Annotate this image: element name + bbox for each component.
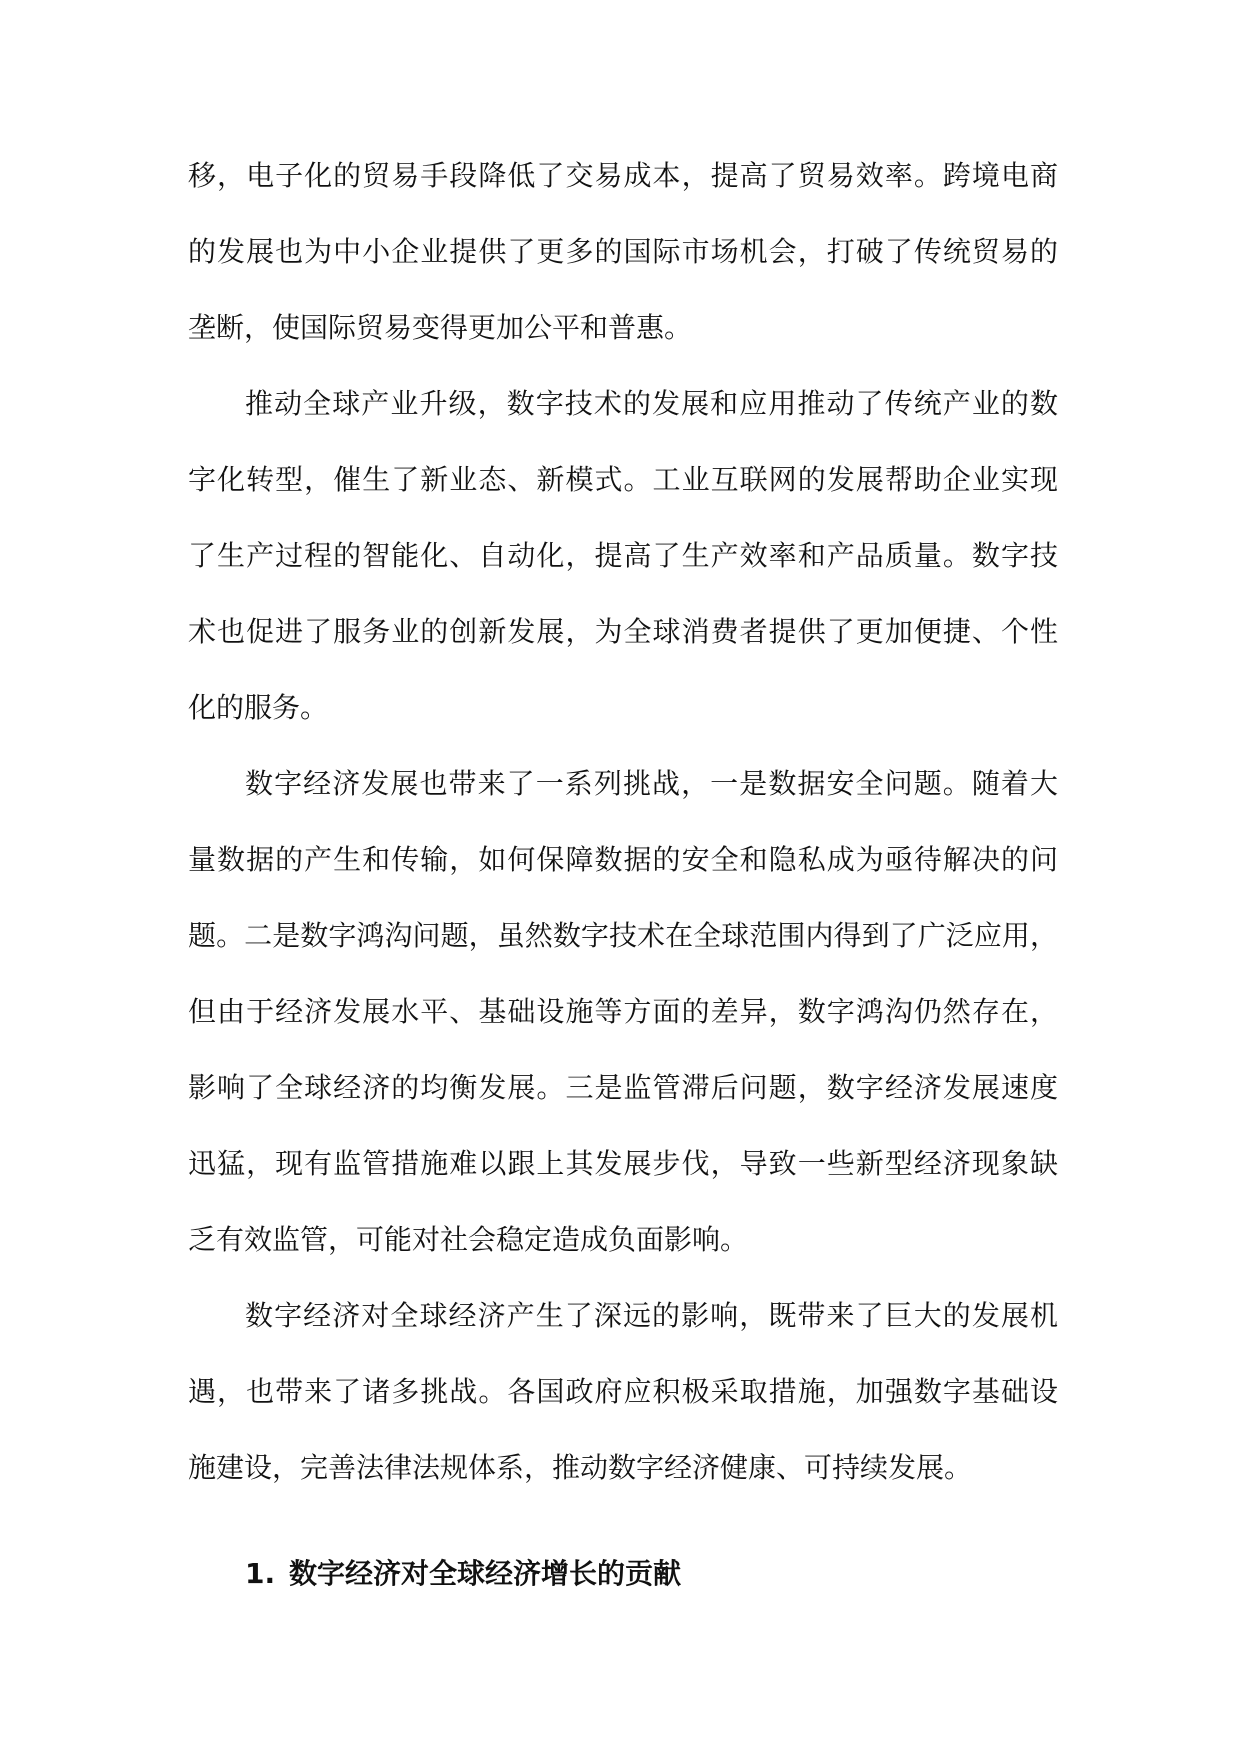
- paragraph-challenges: [188, 754, 1058, 1286]
- paragraph-trade-efficiency: [188, 146, 1058, 374]
- text-line: 迅猛，现有监管措施难以跟上其发展步伐，导致一些新型经济现象缺: [188, 1147, 1058, 1180]
- text-line: 题。二是数字鸿沟问题，虽然数字技术在全球范围内得到了广泛应用，: [188, 919, 1058, 952]
- text-line: 数字经济发展也带来了一系列挑战，一是数据安全问题。随着大: [245, 767, 1058, 800]
- text-line: 乏有效监管，可能对社会稳定造成负面影响。: [188, 1223, 749, 1256]
- document-body: [188, 146, 1058, 1620]
- text-line: 影响了全球经济的均衡发展。三是监管滞后问题，数字经济发展速度: [188, 1071, 1058, 1104]
- text-line: 移，电子化的贸易手段降低了交易成本，提高了贸易效率。跨境电商: [188, 159, 1058, 192]
- section-title: 数字经济对全球经济增长的贡献: [289, 1557, 682, 1590]
- text-line: 量数据的产生和传输，如何保障数据的安全和隐私成为亟待解决的问: [188, 843, 1058, 876]
- paragraph-conclusion: [188, 1286, 1058, 1514]
- text-line: 的发展也为中小企业提供了更多的国际市场机会，打破了传统贸易的: [188, 235, 1058, 268]
- text-line: 化的服务。: [188, 691, 329, 724]
- text-line: 术也促进了服务业的创新发展，为全球消费者提供了更加便捷、个性: [188, 615, 1058, 648]
- text-line: 数字经济对全球经济产生了深远的影响，既带来了巨大的发展机: [245, 1299, 1058, 1332]
- text-line: 但由于经济发展水平、基础设施等方面的差异，数字鸿沟仍然存在，: [188, 995, 1058, 1028]
- section-heading: [188, 1544, 1058, 1620]
- paragraph-industry-upgrade: [188, 374, 1058, 754]
- text-line: 遇，也带来了诸多挑战。各国政府应积极采取措施，加强数字基础设: [188, 1375, 1058, 1408]
- text-line: 字化转型，催生了新业态、新模式。工业互联网的发展帮助企业实现: [188, 463, 1058, 496]
- section-number: 1.: [245, 1557, 276, 1590]
- text-line: 推动全球产业升级，数字技术的发展和应用推动了传统产业的数: [245, 387, 1058, 420]
- text-line: 了生产过程的智能化、自动化，提高了生产效率和产品质量。数字技: [188, 539, 1058, 572]
- text-line: 垄断，使国际贸易变得更加公平和普惠。: [188, 311, 693, 344]
- text-line: 施建设，完善法律法规体系，推动数字经济健康、可持续发展。: [188, 1451, 973, 1484]
